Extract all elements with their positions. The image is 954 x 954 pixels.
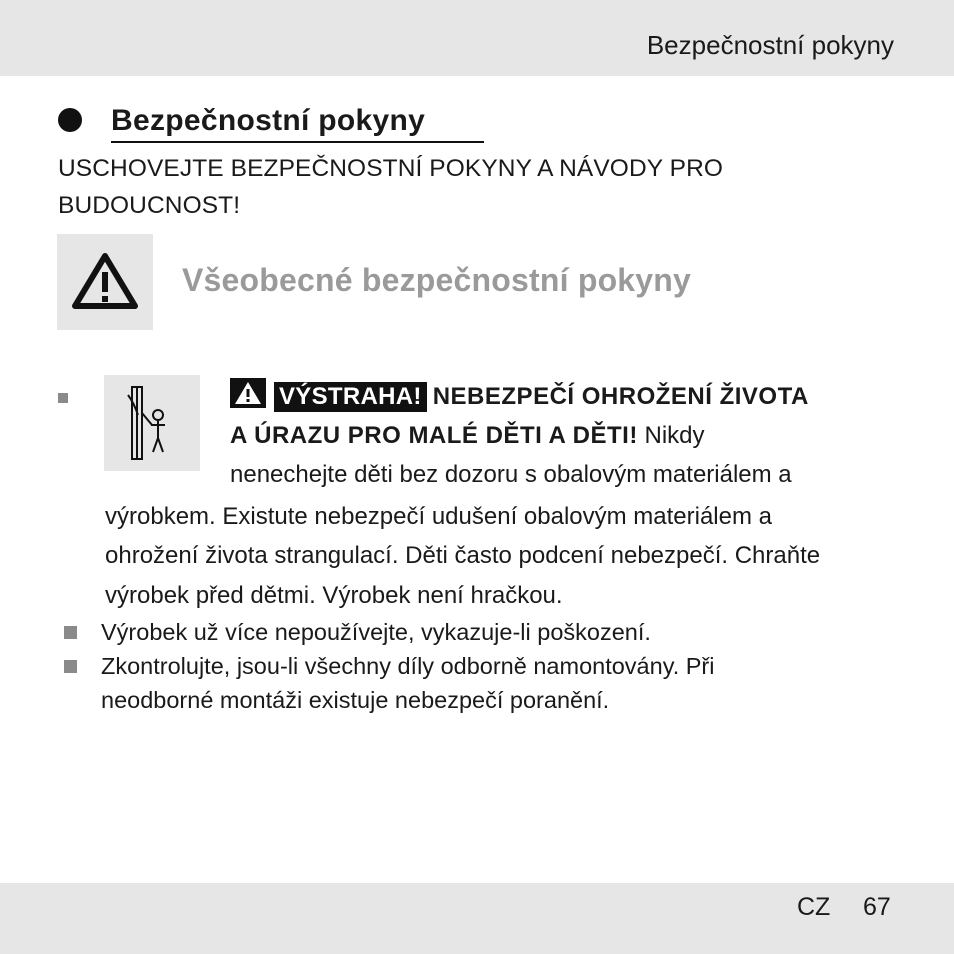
warning-text-line-5: výrobek před dětmi. Výrobek není hračkou. bbox=[105, 582, 563, 609]
warning-text-start: Nikdy bbox=[644, 422, 705, 449]
general-safety-subheading: Všeobecné bezpečnostní pokyny bbox=[182, 262, 692, 298]
list-bullet bbox=[58, 393, 68, 403]
warning-title-line-1 bbox=[230, 378, 809, 412]
small-warning-icon bbox=[230, 378, 266, 408]
page-number: 67 bbox=[863, 893, 891, 921]
signal-word-badge: VÝSTRAHA! bbox=[274, 382, 427, 412]
list-item: Zkontrolujte, jsou-li všechny díly odborně namontovány. Při neodborné montáži existuje nebezpečí poranění. bbox=[101, 653, 715, 713]
keep-instructions-notice: USCHOVEJTE BEZPEČNOSTNÍ POKYNY A NÁVODY PRO BUDOUCNOST! bbox=[58, 155, 724, 219]
warning-text-line-4: ohrožení života strangulací. Děti často podcení nebezpečí. Chraňte bbox=[105, 542, 821, 569]
list-item: Výrobek už více nepoužívejte, vykazuje-li poškození. bbox=[101, 619, 651, 645]
section-bullet-icon bbox=[58, 108, 82, 132]
warning-title-part-1: NEBEZPEČÍ OHROŽENÍ ŽIVOTA bbox=[432, 383, 809, 410]
warning-triangle-icon bbox=[57, 234, 153, 330]
list-bullet bbox=[64, 626, 77, 639]
footer-language: CZ bbox=[797, 893, 831, 921]
running-title: Bezpečnostní pokyny bbox=[646, 30, 894, 60]
child-safety-icon bbox=[104, 375, 200, 471]
warning-text-line-3: výrobkem. Existute nebezpečí udušení obalovým materiálem a bbox=[105, 503, 772, 530]
warning-text-line-2: nenechejte děti bez dozoru s obalovým materiálem a bbox=[230, 461, 792, 488]
section-heading: Bezpečnostní pokyny bbox=[111, 101, 484, 143]
warning-title-part-2: A ÚRAZU PRO MALÉ DĚTI A DĚTI! bbox=[230, 422, 638, 449]
warning-title-line-2 bbox=[230, 421, 705, 451]
list-bullet bbox=[64, 660, 77, 673]
